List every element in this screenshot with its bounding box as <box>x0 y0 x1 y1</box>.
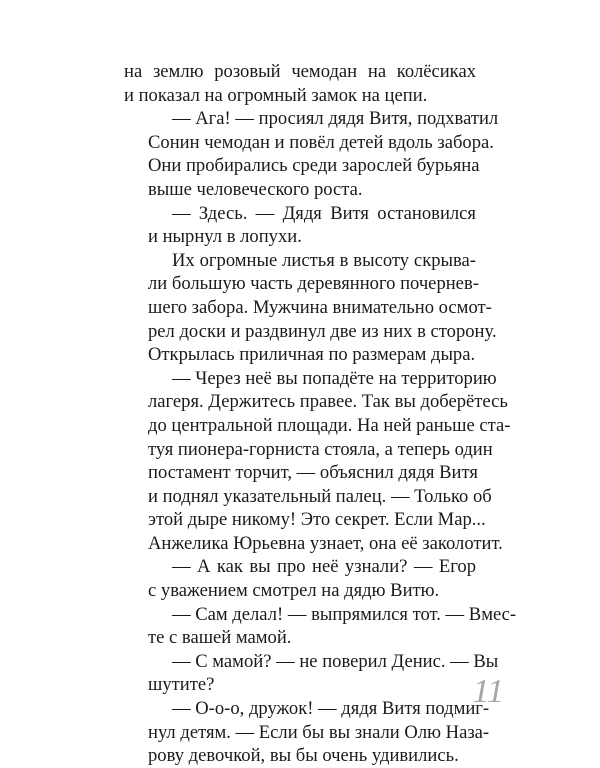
text-line: — Сам делал! — выпрямился тот. — Вмес- <box>172 603 517 625</box>
text-line: шутите? <box>148 674 215 696</box>
text-line: — А как вы про неё узнали? — Егор <box>172 556 476 578</box>
text-line: туя пионера-горниста стояла, а теперь один <box>148 438 493 460</box>
paragraph <box>124 367 511 556</box>
text-line: и поднял указательный палец. — Только об <box>148 485 492 507</box>
text-line: лагеря. Держитесь правее. Так вы доберётесь <box>148 391 508 413</box>
text-line: выше человеческого роста. <box>148 178 363 200</box>
paragraph <box>124 107 499 201</box>
text-line: ли большую часть деревянного почернев- <box>148 273 479 295</box>
text-line: нул детям. — Если бы вы знали Олю Наза- <box>148 721 490 743</box>
paragraph <box>124 603 517 650</box>
text-line: на землю розовый чемодан на колёсиках <box>124 61 476 82</box>
paragraph <box>124 202 476 249</box>
text-line: и показал на огромный замок на цепи. <box>124 84 428 106</box>
text-line: Их огромные листья в высоту скрыва- <box>172 249 476 271</box>
text-line: с уважением смотрел на дядю Витю. <box>148 580 440 602</box>
text-line: Сонин чемодан и повёл детей вдоль забора. <box>148 131 494 153</box>
text-line: — Здесь. — Дядя Витя остановился <box>172 202 476 224</box>
text-line: рову девочкой, вы бы очень удивились. <box>148 745 459 767</box>
text-line: Открылась приличная по размерам дыра. <box>148 344 476 366</box>
text-line: этой дыре никому! Это секрет. Если Мар... <box>148 509 486 531</box>
paragraph <box>124 249 497 367</box>
text-line: шего забора. Мужчина внимательно осмот- <box>148 296 492 318</box>
text-line: и нырнул в лопухи. <box>148 226 302 248</box>
text-line: Они пробирались среди зарослей бурьяна <box>148 155 480 177</box>
text-line: до центральной площади. На ней раньше ста- <box>148 414 511 436</box>
paragraph <box>124 60 476 107</box>
text-line: — С мамой? — не поверил Денис. — Вы <box>172 650 499 672</box>
text-line: рел доски и раздвинул две из них в сторону. <box>148 320 497 342</box>
text-line: постамент торчит, — объяснил дядя Витя <box>148 462 478 484</box>
paragraph <box>124 697 490 768</box>
text-line: — Через неё вы попадёте на территорию <box>172 367 497 389</box>
text-line: Анжелика Юрьевна узнает, она её заколотит. <box>148 532 503 554</box>
text-line: те с вашей мамой. <box>148 627 292 649</box>
page-number: 11 <box>472 673 504 710</box>
text-line: — О-о-о, дружок! — дядя Витя подмиг- <box>172 698 490 720</box>
paragraph <box>124 555 476 602</box>
text-line: — Ага! — просиял дядя Витя, подхватил <box>172 108 499 130</box>
